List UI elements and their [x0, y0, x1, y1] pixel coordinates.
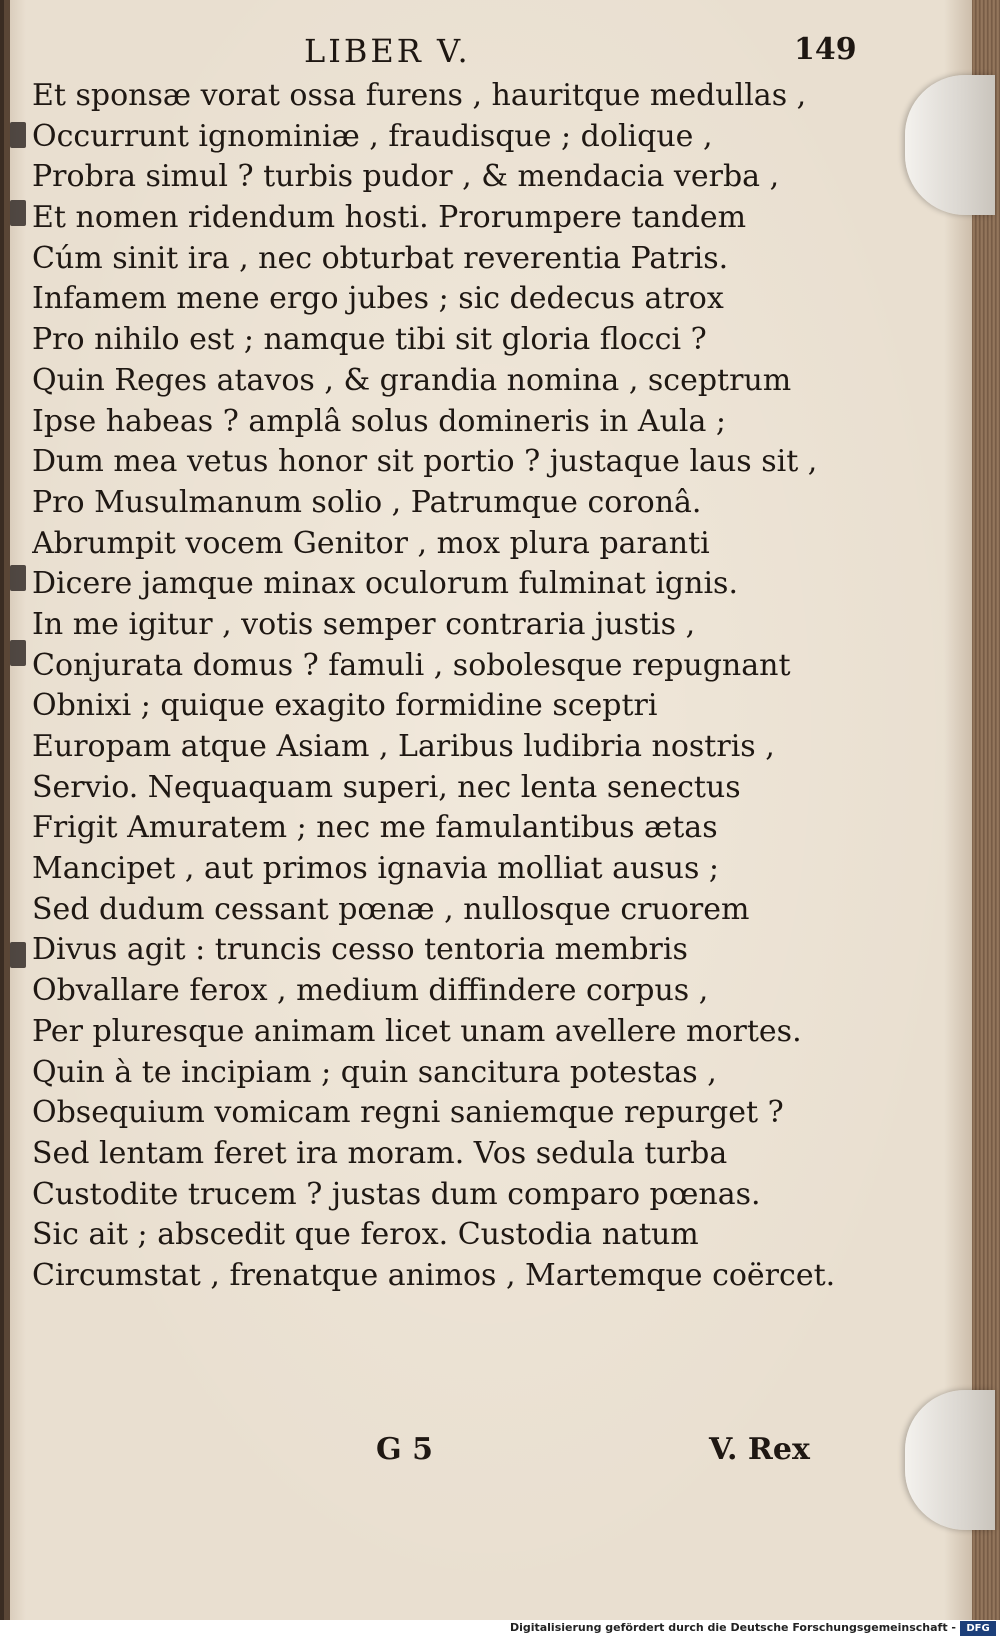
- funding-notice: Digitalisierung gefördert durch die Deutsche Forschungsgemeinschaft -: [509, 1621, 956, 1634]
- page-number: 149: [794, 32, 857, 67]
- verse-line: Circumstat , frenatque animos , Martemque coërcet.: [32, 1257, 836, 1293]
- verse-line: Occurrunt ignominiæ , fraudisque ; dolique ,: [32, 118, 713, 154]
- verse-block: [32, 76, 912, 1297]
- running-title: LIBER V.: [304, 32, 471, 70]
- verse-line: Servio. Nequaquam superi, nec lenta senectus: [32, 769, 741, 805]
- verse-line: Dum mea vetus honor sit portio ? justaque laus sit ,: [32, 444, 818, 480]
- signature-mark: G 5: [376, 1432, 433, 1467]
- verse-line: Custodite trucem ? justas dum comparo pœnas.: [32, 1176, 761, 1212]
- verse-line: Sed lentam feret ira moram. Vos sedula turba: [32, 1135, 728, 1171]
- margin-fragment: [10, 122, 26, 148]
- verse-line: Abrumpit vocem Genitor , mox plura paranti: [32, 525, 710, 561]
- book-page: [4, 0, 972, 1620]
- funding-bar: [0, 1620, 1000, 1638]
- verse-line: Obnixi ; quique exagito formidine sceptri: [32, 688, 658, 724]
- page-clip: [905, 1390, 995, 1530]
- verse-line: Infamem mene ergo jubes ; sic dedecus atrox: [32, 281, 724, 317]
- margin-fragment: [10, 200, 26, 226]
- verse-line: Ipse habeas ? amplâ solus domineris in Aula ;: [32, 403, 727, 439]
- page-footer: [4, 1432, 904, 1472]
- page-edges: [972, 0, 1000, 1620]
- verse-line: In me igitur , votis semper contraria justis ,: [32, 606, 696, 642]
- dfg-logo: DFG: [960, 1621, 996, 1636]
- gutter-shadow: [4, 0, 10, 1620]
- verse-line: Sed dudum cessant pœnæ , nullosque cruorem: [32, 891, 750, 927]
- verse-line: Pro Musulmanum solio , Patrumque coronâ.: [32, 484, 702, 520]
- verse-line: Obsequium vomicam regni saniemque repurget ?: [32, 1095, 784, 1131]
- verse-line: Et sponsæ vorat ossa furens , hauritque medullas ,: [32, 78, 807, 113]
- page-clip: [905, 75, 995, 215]
- margin-fragment: [10, 640, 26, 666]
- verse-line: Mancipet , aut primos ignavia molliat ausus ;: [32, 851, 720, 887]
- verse-line: Conjurata domus ? famuli , sobolesque repugnant: [32, 647, 791, 683]
- verse-line: Probra simul ? turbis pudor , & mendacia verba ,: [32, 159, 780, 195]
- verse-line: Europam atque Asiam , Laribus ludibria nostris ,: [32, 729, 775, 764]
- verse-line: Frigit Amuratem ; nec me famulantibus ætas: [32, 810, 718, 846]
- margin-fragment: [10, 942, 26, 968]
- verse-line: Et nomen ridendum hosti. Prorumpere tandem: [32, 200, 747, 236]
- verse-line: Sic ait ; abscedit que ferox. Custodia natum: [32, 1217, 699, 1253]
- verse-line: Obvallare ferox , medium diffindere corpus ,: [32, 973, 709, 1009]
- verse-line: Cúm sinit ira , nec obturbat reverentia Patris.: [32, 240, 729, 276]
- verse-line: Dicere jamque minax oculorum fulminat ignis.: [32, 566, 738, 602]
- verse-line: Pro nihilo est ; namque tibi sit gloria flocci ?: [32, 322, 707, 358]
- verse-line: Divus agit : truncis cesso tentoria membris: [32, 932, 688, 968]
- verse-line: Quin Reges atavos , & grandia nomina , sceptrum: [32, 362, 792, 398]
- catchword: V. Rex: [709, 1432, 810, 1467]
- verse-line: Per pluresque animam licet unam avellere mortes.: [32, 1013, 802, 1049]
- verse-line: Quin à te incipiam ; quin sancitura potestas ,: [32, 1054, 717, 1090]
- running-head: [4, 32, 884, 72]
- margin-fragment: [10, 565, 26, 591]
